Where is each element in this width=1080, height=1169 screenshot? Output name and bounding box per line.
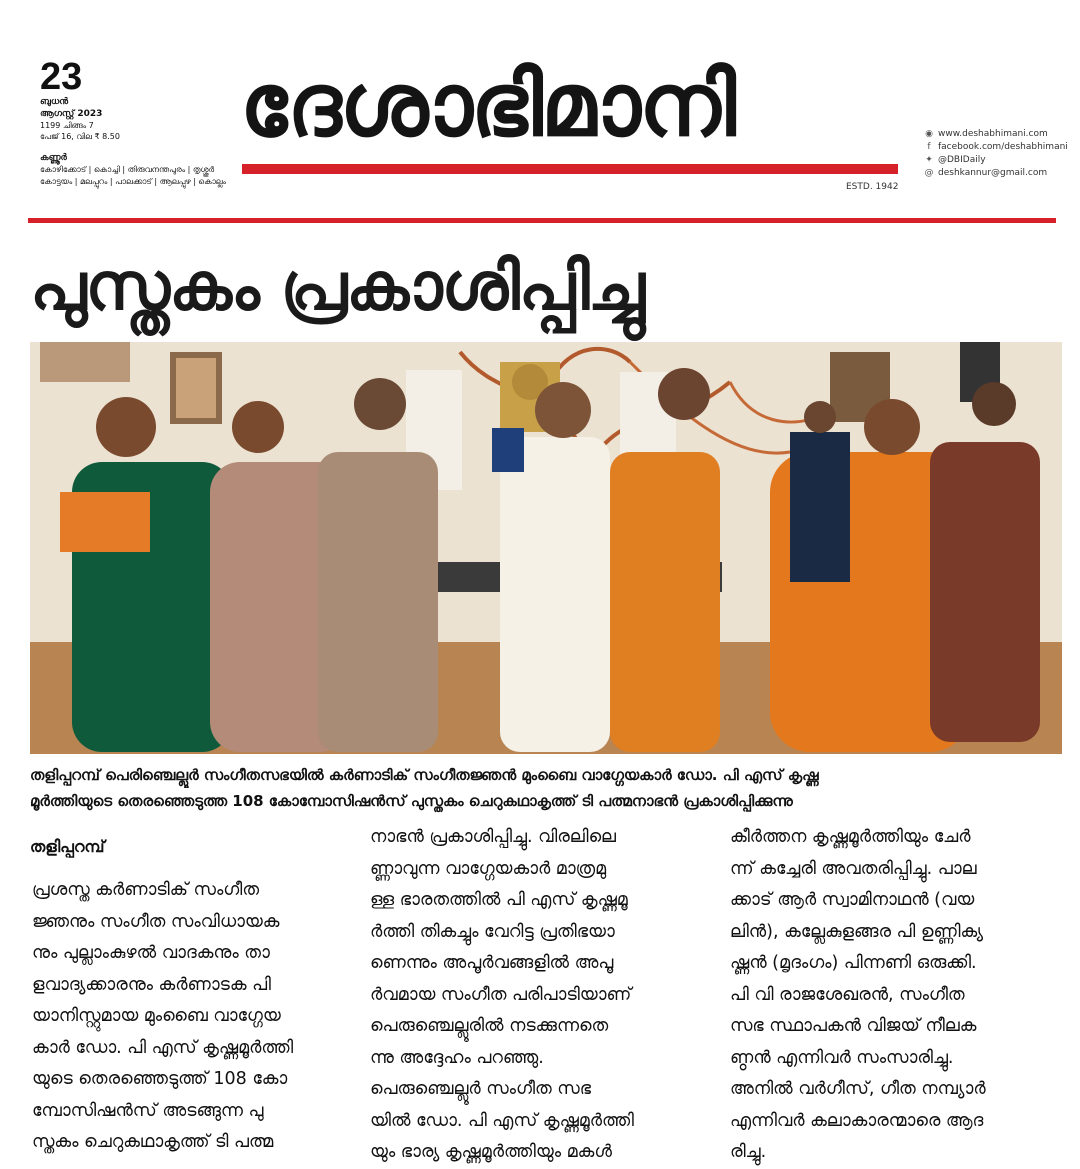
- column-line: കാർ ഡോ. പി എസ് കൃഷ്ണമൂർത്തി: [32, 1037, 294, 1058]
- social-website[interactable]: [924, 128, 1074, 141]
- column-line: ർവമായ സംഗീത പരിപാടിയാണ്: [370, 984, 632, 1005]
- column-line: ജ്ഞനും സംഗീത സംവിധായക: [32, 911, 280, 932]
- social-facebook[interactable]: [924, 141, 1074, 154]
- news-photo: [30, 342, 1062, 754]
- edition-list-1: കോഴിക്കോട് | കൊച്ചി | തിരുവനന്തപുരം | തൃശ്ശൂർ: [40, 165, 215, 174]
- column-line: ലിൻ), കല്ലേകുളങ്ങര പി ഉണ്ണിക്യ: [730, 921, 984, 942]
- edition-list-2: കോട്ടയം | മലപ്പുറം | പാലക്കാട് | ആലപ്പുഴ | കൊല്ലം: [40, 177, 226, 186]
- twitter-text: @DBIDaily: [938, 155, 986, 165]
- globe-icon: ◉: [925, 129, 933, 139]
- column-line: സ്തകം ചെറുകഥാകൃത്ത് ടി പത്മ: [32, 1132, 274, 1152]
- column-line: ക്കാട് ആർ സ്വാമിനാഥൻ (വയ: [730, 890, 975, 910]
- column-line: ണെന്നും അപൂർവങ്ങളിൽ അപൂ: [370, 953, 614, 973]
- column-line: ന്നു അദ്ദേഹം പറഞ്ഞു.: [370, 1047, 544, 1068]
- date-block: [40, 58, 240, 188]
- column-line: എന്നിവർ കലാകാരന്മാരെ ആദ: [730, 1110, 984, 1131]
- photo-illustration: [30, 342, 1062, 754]
- column-line: അനിൽ വർഗീസ്, ഗീത നമ്പ്യാർ: [730, 1079, 986, 1099]
- nameplate-underline: [242, 164, 898, 174]
- column-line: മ്പോസിഷൻസ് അടങ്ങുന്ന പു: [32, 1100, 264, 1121]
- masthead-divider: [28, 218, 1056, 223]
- date-text: ആഗസ്റ്റ് 2023: [40, 109, 103, 119]
- article-column-1: [32, 875, 352, 1159]
- article-headline: പുസ്തകം പ്രകാശിപ്പിച്ചു: [30, 248, 644, 325]
- edition-title: കണ്ണൂർ: [40, 153, 67, 163]
- column-line: ണ്ഠൻ എന്നിവർ സംസാരിച്ചു.: [730, 1047, 954, 1068]
- column-line: കീർത്തന കൃഷ്ണമൂർത്തിയും ചേർ: [730, 827, 971, 847]
- caption-line-2: മൂർത്തിയുടെ തെരഞ്ഞെടുത്ത 108 കോമ്പോസിഷൻസ് പുസ്തകം ചെറുകഥാകൃത്ത് ടി പത്മനാഭൻ പ്രകാശിപ്പിക്കുന്നു: [30, 792, 793, 810]
- facebook-icon: f: [927, 142, 931, 152]
- twitter-icon: ✦: [925, 155, 933, 165]
- column-line: യുടെ തെരഞ്ഞെടുത്ത് 108 കോ: [32, 1069, 288, 1089]
- nameplate-title: ദേശാഭിമാനി: [240, 53, 735, 156]
- email-icon: @: [924, 168, 934, 178]
- column-line: പ്രശസ്ത കർണാടിക് സംഗീത: [32, 880, 260, 900]
- masthead: [0, 0, 1080, 215]
- facebook-text: facebook.com/deshabhimani: [938, 142, 1068, 152]
- article-column-2: [370, 822, 702, 1169]
- column-line: ണ്ണാവുന്ന വാഗ്ഗേയകാർ മാത്രമു: [370, 858, 607, 879]
- malayalam-date: 1199 ചിങ്ങം 7: [40, 121, 94, 130]
- social-email[interactable]: [924, 167, 1074, 180]
- dateline: തളിപ്പറമ്പ്: [30, 837, 105, 856]
- photo-caption: [30, 762, 1060, 814]
- column-line: യാനിസ്റ്റുമായ മുംബൈ വാഗ്ഗേയ: [32, 1006, 281, 1026]
- column-line: യിൽ ഡോ. പി എസ് കൃഷ്ണമൂർത്തി: [370, 1110, 634, 1131]
- column-line: ളവാദ്യക്കാരനും കർണാടക പി: [32, 974, 271, 995]
- column-line: യും ഭാര്യ കൃഷ്ണമൂർത്തിയും മകൾ: [370, 1142, 612, 1162]
- email-text: deshkannur@gmail.com: [938, 168, 1048, 178]
- social-twitter[interactable]: [924, 154, 1074, 167]
- column-line: സഭ സ്ഥാപകൻ വിജയ് നീലക: [730, 1016, 977, 1036]
- column-line: നാഭൻ പ്രകാശിപ്പിച്ചു. വിരലിലെ: [370, 827, 617, 847]
- social-links: [924, 128, 1074, 180]
- column-line: ർത്തി തികച്ചും വേറിട്ട പ്രതിഭയാ: [370, 921, 615, 942]
- nameplate: [240, 50, 900, 172]
- column-line: നും പുല്ലാംകുഴൽ വാദകനും താ: [32, 943, 270, 963]
- article-column-3: [730, 822, 1062, 1169]
- established-year: ESTD. 1942: [846, 182, 899, 192]
- column-line: ഷ്ണൻ (മൃദംഗം) പിന്നണി ഒരുക്കി.: [730, 953, 977, 973]
- column-line: പെരുഞ്ചെല്ലൂരിൽ നടക്കുന്നതെ: [370, 1016, 609, 1036]
- column-line: പി വി രാജശേഖരൻ, സംഗീത: [730, 984, 965, 1005]
- website-text: www.deshabhimani.com: [938, 129, 1048, 139]
- caption-line-1: തളിപ്പറമ്പ് പെരിഞ്ചെല്ലൂർ സംഗീതസഭയിൽ കർണാടിക് സംഗീതജ്ഞൻ മുംബൈ വാഗ്ഗേയകാർ ഡോ. പി എസ് കൃഷ്ണ: [30, 766, 819, 784]
- pages-price: പേജ് 16, വില ₹ 8.50: [40, 132, 120, 141]
- column-line: ള്ള ഭാരതത്തിൽ പി എസ് കൃഷ്ണമൂ: [370, 890, 628, 910]
- column-line: ന്ന് കച്ചേരി അവതരിപ്പിച്ചു. പാല: [730, 858, 977, 879]
- weekday: ബുധൻ: [40, 97, 69, 107]
- column-line: രിച്ചു.: [730, 1142, 767, 1162]
- day-number: 23: [40, 56, 83, 98]
- column-line: പെരുഞ്ചെല്ലൂർ സംഗീത സഭ: [370, 1079, 591, 1099]
